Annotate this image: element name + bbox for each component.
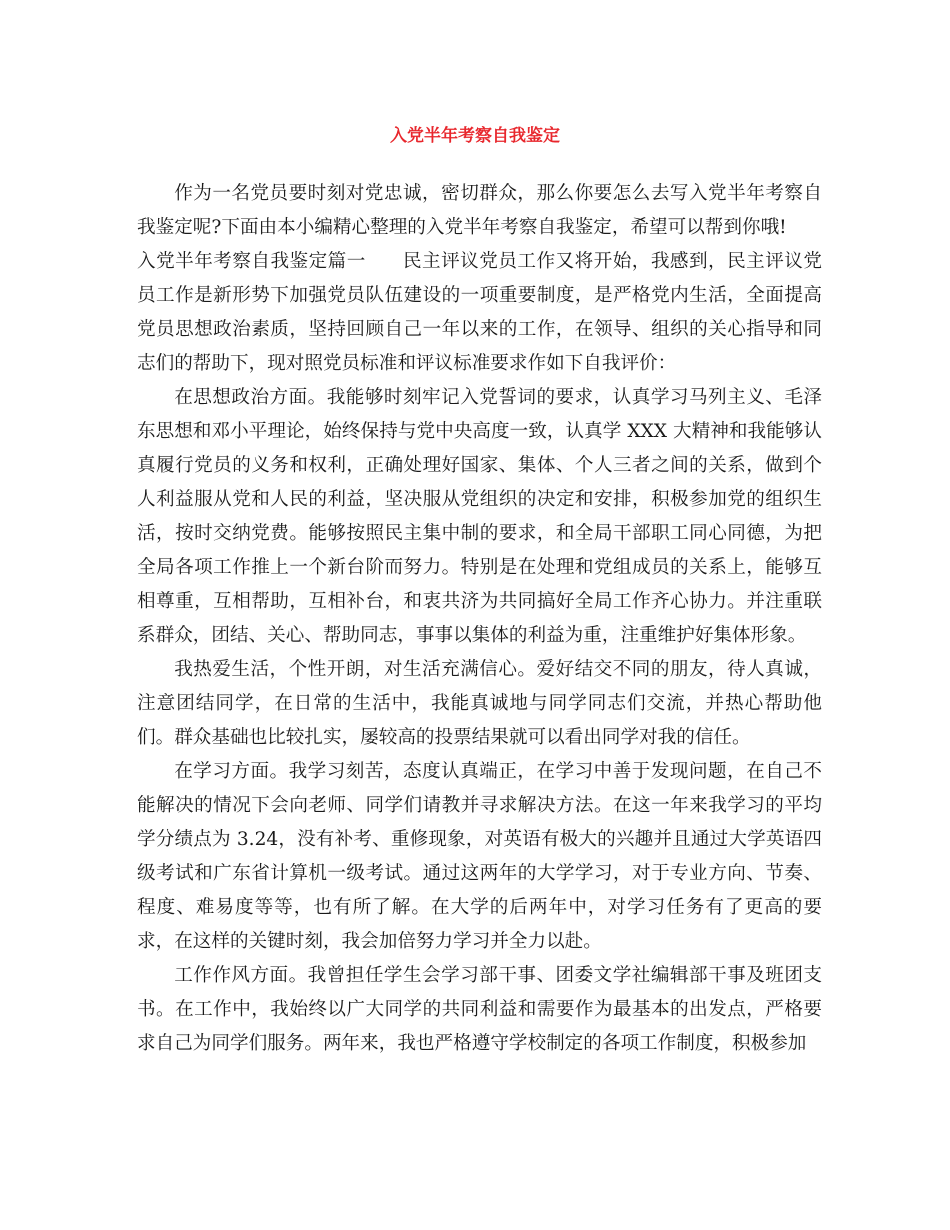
intro-paragraph: 作为一名党员要时刻对党忠诚，密切群众，那么你要怎么去写入党半年考察自我鉴定呢?下面由本小编精心整理的入党半年考察自我鉴定，希望可以帮到你哦!: [137, 183, 822, 238]
paragraph-work: 工作作风方面。我曾担任学生会学习部干事、团委文学社编辑部干事及班团支书。在工作中，我始终以广大同学的共同利益和需要作为最基本的出发点，严格要求自己为同学们服务。两年来，我也严格遵守学校制定的各项工作制度，积极参加: [137, 965, 822, 1054]
paragraph-study: 在学习方面。我学习刻苦，态度认真端正，在学习中善于发现问题，在自己不能解决的情况下会向老师、同学们请教并寻求解决方法。在这一年来我学习的平均学分绩点为 3.24，没有补考、重修现象，对英语有极大的兴趣并且通过大学英语四级考试和广东省计算机一级考试。通过这两年的大学学习，对于专业方向、节奏、程度、难易度等等，也有所了解。在大学的后两年中，对学习任务有了更高的要求，在这样的关键时刻，我会加倍努力学习并全力以赴。: [137, 761, 822, 952]
paragraph-life: 我热爱生活，个性开朗，对生活充满信心。爱好结交不同的朋友，待人真诚，注意团结同学，在日常的生活中，我能真诚地与同学同志们交流，并热心帮助他们。群众基础也比较扎实，屡较高的投票结果就可以看出同学对我的信任。: [137, 659, 822, 748]
section-one-text: 民主评议党员工作又将开始，我感到，民主评议党员工作是新形势下加强党员队伍建设的一项重要制度，是严格党内生活，全面提高党员思想政治素质，坚持回顾自己一年以来的工作，在领导、组织的关心指导和同志们的帮助下，现对照党员标准和评议标准要求作如下自我评价：: [137, 251, 822, 374]
document-title: 入党半年考察自我鉴定: [390, 126, 560, 146]
document-body: [137, 177, 822, 1061]
paragraph-political: 在思想政治方面。我能够时刻牢记入党誓词的要求，认真学习马列主义、毛泽东思想和邓小平理论，始终保持与党中央高度一致，认真学 XXX 大精神和我能够认真履行党员的义务和权利，正确处理好国家、集体、个人三者之间的关系，做到个人利益服从党和人民的利益，坚决服从党组织的决定和安排，积极参加党的组织生活，按时交纳党费。能够按照民主集中制的要求，和全局干部职工同心同德，为把全局各项工作推上一个新台阶而努力。特别是在处理和党组成员的关系上，能够互相尊重，互相帮助，互相补台，和衷共济为共同搞好全局工作齐心协力。并注重联系群众，团结、关心、帮助同志，事事以集体的利益为重，注重维护好集体形象。: [137, 387, 822, 646]
section-heading: 入党半年考察自我鉴定篇一: [137, 251, 366, 272]
section-one-paragraph: [137, 245, 822, 381]
